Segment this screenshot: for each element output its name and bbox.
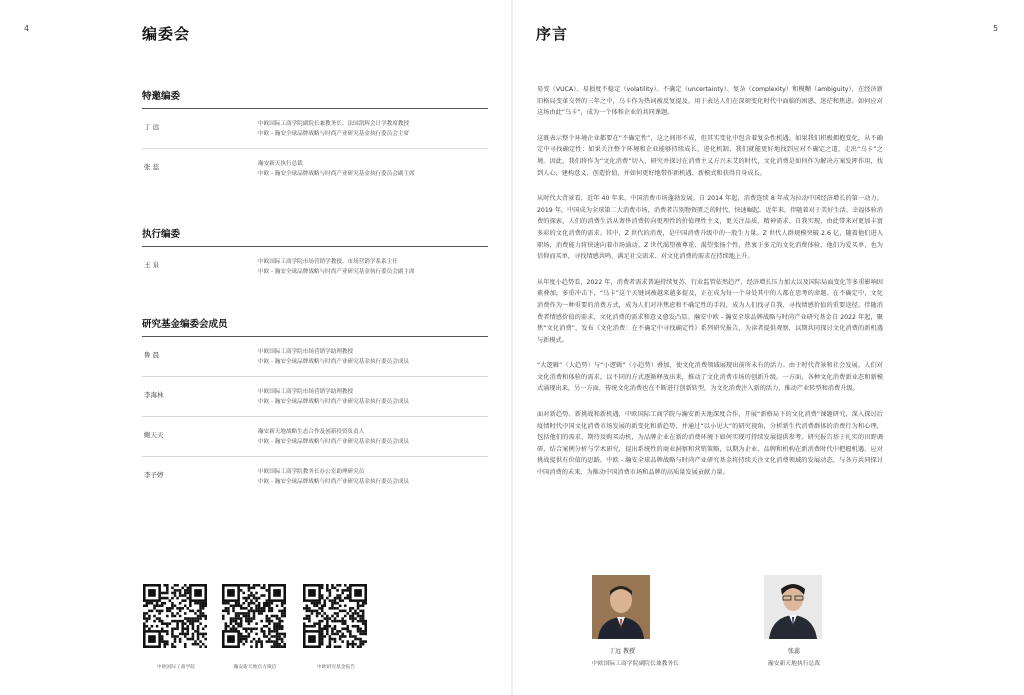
member-role-line: 中欧 - 瀚安全球品牌战略与时尚产业研究基金执行委员会成员 <box>258 399 410 405</box>
portrait-photo <box>592 575 650 639</box>
preface-body <box>537 84 883 493</box>
page-title-editorial-board: 编委会 <box>142 25 191 43</box>
member-role-line: 中欧国际工商学院市场营销学助理教授 <box>258 389 354 395</box>
preface-paragraph: 易变（VUCA）、易损度不稳定（volatility）、不确定（uncertainty）、复杂（complexity）和模糊（ambiguity），在经济新旧格局变革交替的三年之中，乌卡作为热词被反复提及，用于表达人们在深刻变化时代中面临的困惑、迷茫和焦虑。如何应对这场由此“乌卡”，成为一个体和企业的共同课题。 <box>537 86 883 117</box>
portrait-title: 瀚安新天地执行总裁 <box>767 661 821 667</box>
page-number-left: 4 <box>24 24 30 33</box>
qr-code-xintiandi[interactable] <box>222 584 288 670</box>
section-title: 执行编委 <box>142 229 181 240</box>
preface-paragraph: “大逻辑”（大趋势）与“小逻辑”（小趋势）叠加，使文化消费领域展现出前所未有的活力。由于时代背景和社会发展，人们对文化消费和体验的需求，以不同的方式逐渐释放出来，推动了文化消费市场的创新升级。一方面，各种文化消费新业态和新模式涌现出来，另一方面，传统文化消费也在不断进行创新转型，为文化消费注入新的活力，推动产业转型和消费升级。 <box>537 362 883 393</box>
member-row <box>142 457 488 497</box>
member-row <box>142 247 488 287</box>
preface-paragraph: 面对新趋势、新挑战和新机遇，中欧国际工商学院与瀚安新天地深度合作，开展“新格局下的文化消费”课题研究，深入探讨后疫情时代中国文化消费市场发展的新变化和新趋势，并通过“以小见大”的研究视角，分析新生代消费群体的消费行为和心理，包括他们的需求、期待及购买动机，为品牌企业在新的消费环境下如何实现可持续发展提供参考。研究报告基于扎实的田野调研，结合案例分析与学术研究，提出系统性的商业洞察和营销策略，以期为企业、品牌和机构在新消费时代中把握机遇、应对挑战提供有价值的思路。中欧 - 瀚安全球品牌战略与时尚产业研究基金将持续关注文化消费领域的发展动态，与各方共同探讨中国消费的未来，为推动中国消费市场和品牌的高质量发展贡献力量。 <box>537 411 883 477</box>
member-role-line: 瀚安新天执行总裁 <box>258 161 303 167</box>
member-role-line: 中欧 - 瀚安全球品牌战略与时尚产业研究基金执行委员会副主席 <box>258 269 415 275</box>
member-role <box>258 257 415 277</box>
section-fund-committee <box>142 316 488 497</box>
member-role-line: 中欧国际工商学院市场营销学教授、市场营销学系系主任 <box>258 259 398 265</box>
section-special-editors <box>142 88 488 189</box>
preface-paragraph: 从时代大背景看，近年 40 年来，中国消费市场蓬勃发展。自 2014 年起，消费连续 8 年成为拉动中国经济增长的第一动力。2019 年，中国成为全球第二大消费市场，消费者告别物资匮乏的时代，快速崛起。近年来，伴随着对于美好生活、幸福体验消费的探索，人们的消费生活从奢侈消费转向更理性的价值理性主义，更关注品质、精神需求、自我实现，由此带来对更加丰富多彩的文化消费的需求。其中，Z 世代的消费，是中国消费升级中的一股生力量。Z 世代人群规模突破 2.6 亿，随着他们进入职场，消费能力将快速向着市场涌动。Z 世代渴望被尊重、渴望张扬个性，热衷于多元的文化消费体验，他们为爱买单，也为信仰而买单，寻找情感共鸣、满足社交需求、对文化消费的需求在持续地上升。 <box>537 195 883 261</box>
portrait-name: 张蕊 <box>787 648 800 655</box>
member-row <box>142 417 488 457</box>
member-row <box>142 149 488 189</box>
page-title-preface: 序言 <box>536 25 569 43</box>
member-name: 丁 远 <box>144 123 160 131</box>
section-title: 研究基金编委会成员 <box>142 319 228 330</box>
member-role <box>258 467 409 487</box>
qr-code-icon[interactable] <box>303 584 367 648</box>
portrait-photo <box>764 575 822 639</box>
member-role-line: 中欧 - 瀚安全球品牌战略与时尚产业研究基金执行委员会成员 <box>258 359 410 365</box>
member-role-line: 中欧 - 瀚安全球品牌战略与时尚产业研究基金执行委员会成员 <box>258 479 410 485</box>
qr-code-ceibs[interactable] <box>143 584 209 670</box>
member-role-line: 中欧 - 瀚安全球品牌战略与时尚产业研究基金执行委员会副主席 <box>258 171 415 177</box>
portrait-title: 中欧国际工商学院副院长兼教务长 <box>592 661 679 667</box>
member-role <box>258 119 409 139</box>
member-role <box>258 387 409 407</box>
member-role-line: 中欧 - 瀚安全球品牌战略与时尚产业研究基金执行委员会主席 <box>258 131 410 137</box>
member-name: 张 蕊 <box>144 163 160 171</box>
member-row <box>142 109 488 149</box>
portrait-name: 丁远 教授 <box>609 648 635 655</box>
section-title: 特邀编委 <box>142 91 181 102</box>
member-name: 王 泉 <box>144 261 160 269</box>
qr-caption: 瀚安新天地官方微信 <box>233 665 277 670</box>
member-role-line: 中欧国际工商学院市场营销学助理教授 <box>258 349 354 355</box>
member-role <box>258 427 409 447</box>
member-role-line: 瀚安新天地战略生态合作及创新投资负责人 <box>258 429 365 435</box>
member-role-line: 中欧 - 瀚安全球品牌战略与时尚产业研究基金执行委员会成员 <box>258 439 410 445</box>
qr-caption: 中欧研究基金报告 <box>316 665 356 670</box>
section-executive-editors <box>142 226 488 287</box>
member-role <box>258 347 409 367</box>
book-spine <box>511 0 513 695</box>
member-row <box>142 377 488 417</box>
member-name: 鲍天天 <box>144 431 164 439</box>
member-name: 李海林 <box>144 391 164 399</box>
qr-code-icon[interactable] <box>143 584 207 648</box>
portrait-ding-yuan <box>592 575 679 667</box>
member-name: 鲁 晨 <box>144 351 160 359</box>
preface-paragraph: 从年度小趋势看，2022 年，消费者需求普遍持续复苏，行业监管依然趋严，经济增长压力加大以及国际局面变化等多重影响因素叠加，多重冲击下，“乌卡”这个关键词被越来越多提及，正在成为每一个身处其中的人都在思考的命题。在不确定中，文化消费作为一种重要的消费方式，成为人们对冲焦虑和不确定性的手段，成为人们找寻自我、寻找情感价值的重要途径。伴随消费者情感价值的需求，文化消费的需求和意义愈发凸显。瀚安中欧 - 瀚安全球品牌战略与时尚产业研究基金自 2022 年起，聚焦“文化消费”，发布《文化消费：在不确定中寻找确定性》系列研究报告，为读者提供观察，以期共同探讨文化消费的新机遇与新模式。 <box>537 278 883 344</box>
qr-code-report[interactable] <box>303 584 369 670</box>
page-number-right: 5 <box>993 24 999 33</box>
qr-caption: 中欧国际工商学院 <box>156 665 196 670</box>
preface-paragraph: 这既表示整个环境企业都要在“不确定性”，这之间形不成，但其实变化中包含着复杂性机遇。如果我们积极拥抱变化，从不确定中寻找确定性；如果关注整个环境和企业能够持续成长，进化机制，我们就能更好地找到应对不确定之道，走出“乌卡”之境。因此，我们将作为“文化消费”切入，研究并探讨在消费主义方兴未艾的时代，文化消费是如何作为解决方案发挥作用，找到人心、建构意义、创造价值，并如何更好地带作新机遇、新模式和获得自身成长。 <box>537 134 883 177</box>
member-row <box>142 337 488 377</box>
member-name: 李子婷 <box>144 471 164 479</box>
member-role <box>258 159 415 179</box>
member-role-line: 中欧国际工商学院副院长兼教务长、法国凯辉会计学教席教授 <box>258 121 410 127</box>
portrait-zhang-rui <box>764 575 824 667</box>
member-role-line: 中欧国际工商学院教务长办公室助理研究员 <box>258 469 365 475</box>
qr-code-icon[interactable] <box>222 584 286 648</box>
